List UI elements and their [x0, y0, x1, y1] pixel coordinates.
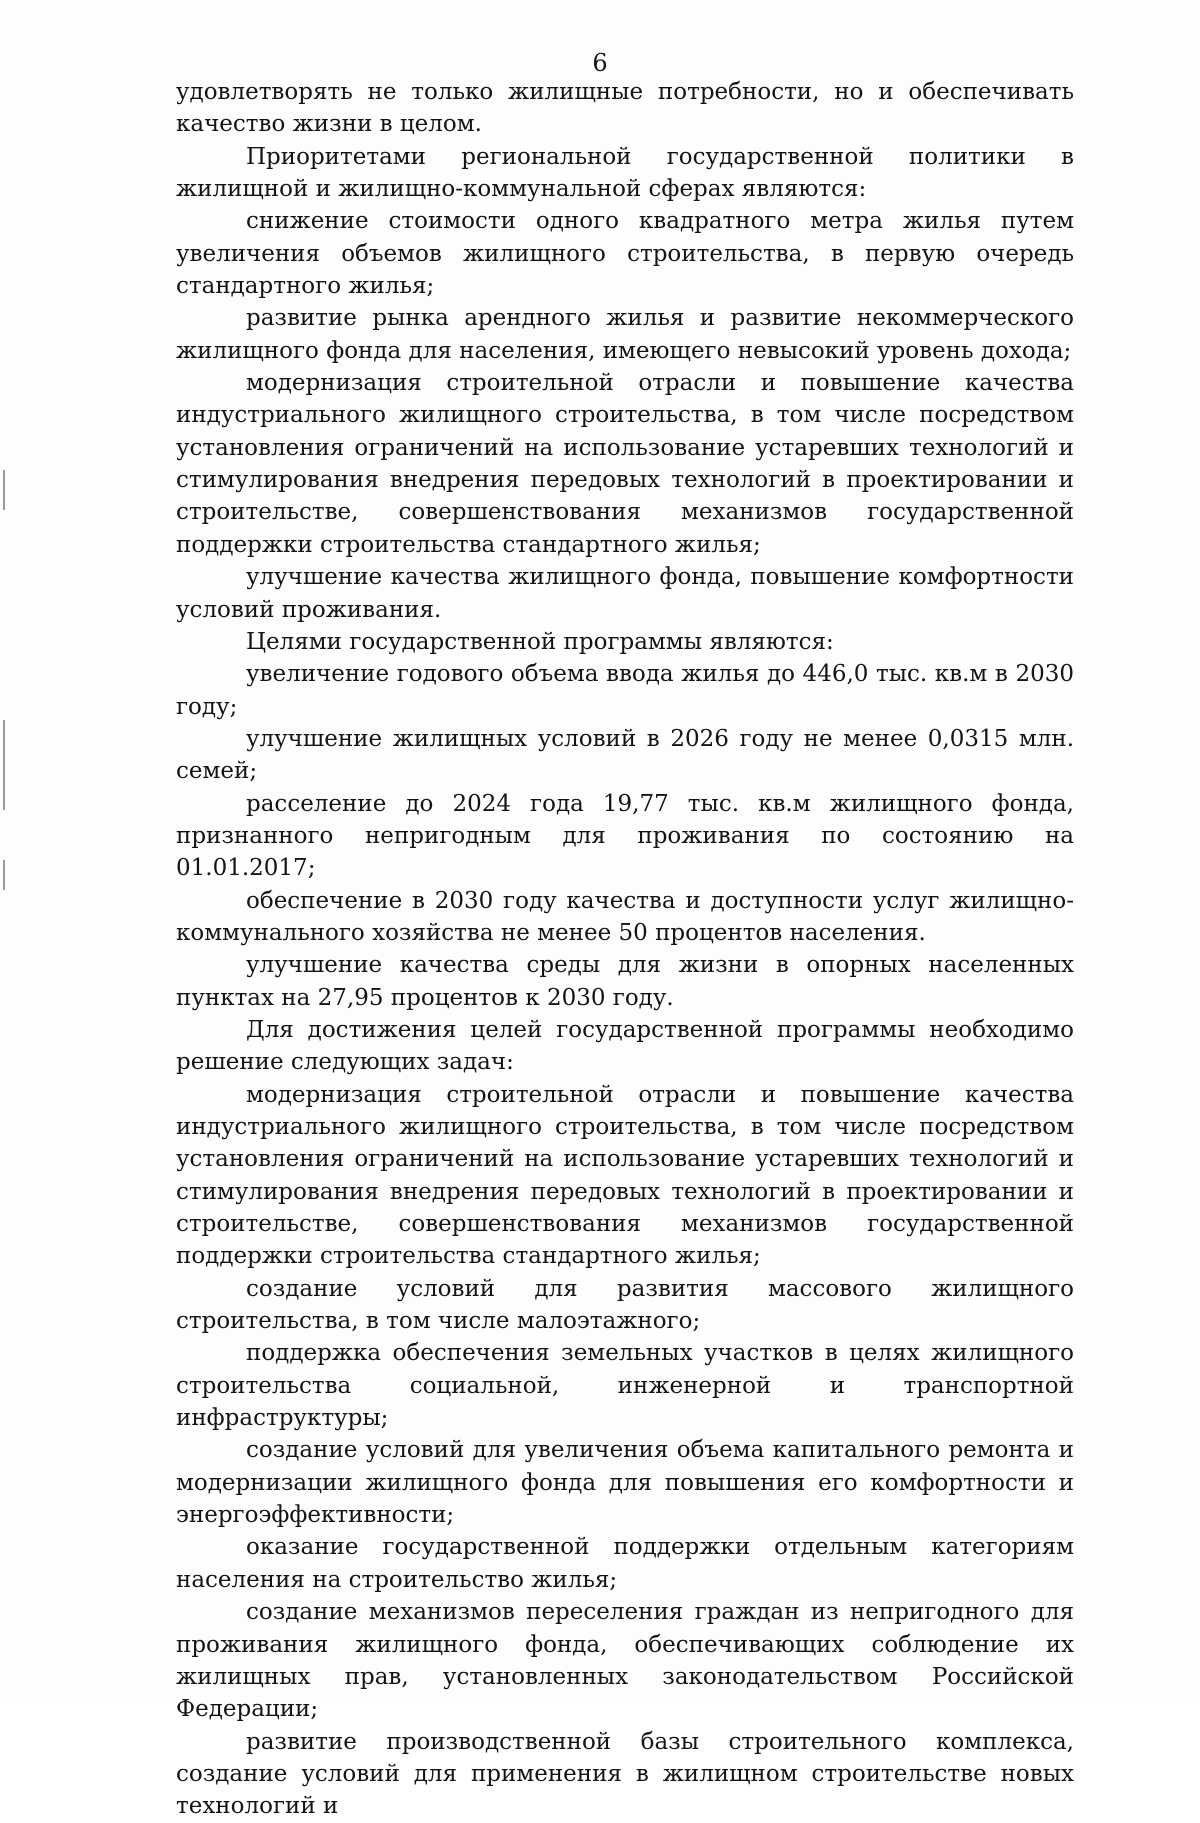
- paragraph: снижение стоимости одного квадратного метра жилья путем увеличения объемов жилищного строительства, в первую очередь стандартного жилья;: [176, 208, 1074, 300]
- paragraph: модернизация строительной отрасли и повышение качества индустриального жилищного строительства, в том числе посредством установления ограничений на использование устаревших технологий и стимулирования внедрения передовых технологий в проектировании и строительстве, совершенствования механизмов государственной поддержки строительства стандартного жилья;: [176, 1081, 1074, 1270]
- paragraph: обеспечение в 2030 году качества и доступности услуг жилищно-коммунального хозяйства не менее 50 процентов населения.: [176, 887, 1074, 946]
- scan-artifact: [3, 860, 5, 890]
- paragraph: поддержка обеспечения земельных участков в целях жилищного строительства социальной, инженерной и транспортной инфраструктуры;: [176, 1340, 1074, 1432]
- paragraph: удовлетворять не только жилищные потребности, но и обеспечивать качество жизни в целом.: [176, 79, 1074, 138]
- paragraph: модернизация строительной отрасли и повышение качества индустриального жилищного строительства, в том числе посредством установления ограничений на использование устаревших технологий и стимулирования внедрения передовых технологий в проектировании и строительстве, совершенствования механизмов государственной поддержки строительства стандартного жилья;: [176, 370, 1074, 558]
- paragraph: Целями государственной программы являются:: [246, 628, 834, 655]
- paragraph: расселение до 2024 года 19,77 тыс. кв.м жилищного фонда, признанного непригодным для проживания по состоянию на 01.01.2017;: [176, 790, 1074, 882]
- scan-artifact: [3, 470, 5, 510]
- paragraph: создание механизмов переселения граждан из непригодного для проживания жилищного фонда, обеспечивающих соблюдение их жилищных прав, установленных законодательством Российской Федерации;: [176, 1599, 1074, 1723]
- paragraph: создание условий для увеличения объема капитального ремонта и модернизации жилищного фонда для повышения его комфортности и энергоэффективности;: [176, 1437, 1074, 1529]
- paragraph: развитие производственной базы строительного комплекса, создание условий для применения в жилищном строительстве новых технологий и: [176, 1728, 1074, 1820]
- paragraph: создание условий для развития массового жилищного строительства, в том числе малоэтажного;: [176, 1275, 1074, 1335]
- paragraph: Для достижения целей государственной программы необходимо решение следующих задач:: [176, 1016, 1074, 1076]
- body-text: [176, 76, 1074, 1823]
- paragraph: увеличение годового объема ввода жилья до 446,0 тыс. кв.м в 2030 году;: [176, 661, 1074, 720]
- paragraph: улучшение жилищных условий в 2026 году не менее 0,0315 млн. семей;: [176, 725, 1074, 785]
- paragraph: улучшение качества среды для жизни в опорных населенных пунктах на 27,95 процентов к 2030 году.: [176, 952, 1074, 1011]
- paragraph: улучшение качества жилищного фонда, повышение комфортности условий проживания.: [176, 564, 1074, 623]
- scan-artifact: [3, 720, 5, 810]
- paragraph: оказание государственной поддержки отдельным категориям населения на строительство жилья;: [176, 1534, 1074, 1593]
- paragraph: Приоритетами региональной государственной политики в жилищной и жилищно-коммунальной сферах являются:: [176, 143, 1074, 203]
- paragraph: развитие рынка арендного жилья и развитие некоммерческого жилищного фонда для населения, имеющего невысокий уровень дохода;: [176, 305, 1074, 364]
- page-number: 6: [592, 49, 608, 77]
